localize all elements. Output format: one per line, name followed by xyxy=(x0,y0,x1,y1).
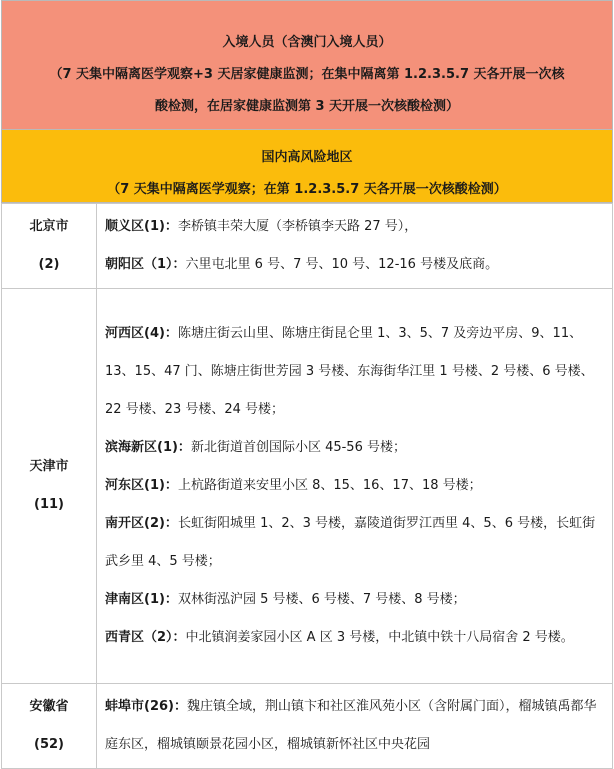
table-row xyxy=(2,684,613,769)
inbound-rule-line-2: 酸检测，在居家健康监测第 3 天开展一次核酸检测） xyxy=(154,99,460,114)
district-entry xyxy=(105,581,604,619)
inbound-title: 入境人员（含澳门入境人员） xyxy=(222,35,392,50)
city-count: (11) xyxy=(34,497,64,512)
city-name: 北京市 xyxy=(29,219,69,234)
district-text: 陈塘庄街云山里、陈塘庄街昆仑里 1、3、5、7 及旁边平房、9、11、13、15、47 门、陈塘庄街世芳园 3 号楼、东海街华江里 1 号楼、2 号楼、6 号楼、22 号楼、23 号楼、24 号楼； xyxy=(105,326,594,417)
district-entry xyxy=(105,315,604,429)
district-entry xyxy=(105,246,604,284)
district-text: 双林街泓沪园 5 号楼、6 号楼、7 号楼、8 号楼； xyxy=(177,592,466,607)
district-name: 滨海新区(1)： xyxy=(105,440,191,455)
district-name: 南开区(2)： xyxy=(105,516,178,531)
table-row xyxy=(2,204,613,289)
district-entry xyxy=(105,467,604,505)
city-cell xyxy=(2,684,97,769)
district-entry xyxy=(105,688,604,764)
district-name: 津南区(1)： xyxy=(105,592,178,607)
district-name: 西青区（2）： xyxy=(105,630,186,645)
district-text: 新北街道首创国际小区 45-56 号楼； xyxy=(190,440,406,455)
document-page xyxy=(1,0,613,769)
district-entry xyxy=(105,208,604,246)
high-risk-header xyxy=(1,130,613,203)
region-table xyxy=(1,203,613,769)
district-text: 六里屯北里 6 号、7 号、10 号、12-16 号楼及底商。 xyxy=(185,257,499,272)
district-text: 魏庄镇全域，荆山镇卞和社区淮风苑小区（含附属门面），榴城镇禹都华庭东区，榴城镇颐景花园小区，榴城镇新怀社区中央花园 xyxy=(105,699,597,752)
district-name: 朝阳区（1）： xyxy=(105,257,186,272)
details-cell xyxy=(97,684,613,769)
district-entry xyxy=(105,505,604,581)
city-count: (2) xyxy=(38,257,60,272)
district-text: 长虹街阳城里 1、2、3 号楼，嘉陵道街罗江西里 4、5、6 号楼，长虹街武乡里 4、5 号楼； xyxy=(105,516,596,569)
table-row xyxy=(2,289,613,684)
city-count: (52) xyxy=(34,737,64,752)
district-entry xyxy=(105,619,604,657)
district-name: 蚌埠市(26)： xyxy=(105,699,187,714)
district-text: 中北镇润姜家园小区 A 区 3 号楼，中北镇中铁十八局宿舍 2 号楼。 xyxy=(185,630,574,645)
city-name: 天津市 xyxy=(29,459,69,474)
city-cell xyxy=(2,204,97,289)
district-name: 河东区(1)： xyxy=(105,478,178,493)
city-cell xyxy=(2,289,97,684)
high-risk-title: 国内高风险地区 xyxy=(261,150,353,165)
details-cell xyxy=(97,204,613,289)
district-text: 李桥镇丰荣大厦（李桥镇李天路 27 号）， xyxy=(177,219,418,234)
inbound-header xyxy=(1,0,613,130)
city-name: 安徽省 xyxy=(29,699,69,714)
district-name: 河西区(4)： xyxy=(105,326,178,341)
high-risk-rule: （7 天集中隔离医学观察；在第 1.2.3.5.7 天各开展一次核酸检测） xyxy=(107,182,507,197)
details-cell xyxy=(97,289,613,684)
district-name: 顺义区(1)： xyxy=(105,219,178,234)
district-text: 上杭路街道来安里小区 8、15、16、17、18 号楼； xyxy=(177,478,482,493)
inbound-rule-line-1: （7 天集中隔离医学观察+3 天居家健康监测；在集中隔离第 1.2.3.5.7 天各开展一次核 xyxy=(49,67,565,82)
district-entry xyxy=(105,429,604,467)
